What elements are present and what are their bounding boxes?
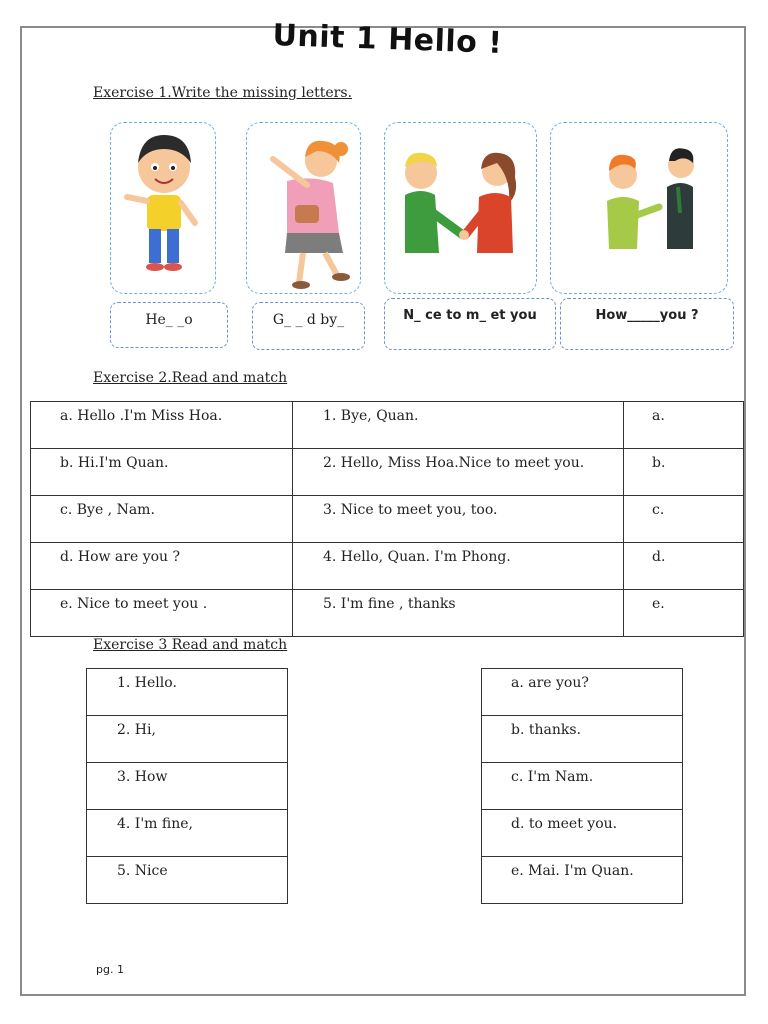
exercise2-table — [30, 401, 744, 637]
list-item: 3. How — [87, 763, 288, 810]
answer-cell: b. — [624, 449, 744, 496]
answer-cell: a. — [624, 402, 744, 449]
left-cell: b. Hi.I'm Quan. — [31, 449, 293, 496]
image-card-men-greeting — [550, 122, 728, 294]
table-row — [31, 590, 744, 637]
answer-cell: e. — [624, 590, 744, 637]
worksheet-title: Unit 1 Hello ! — [272, 17, 503, 62]
exercise1-heading: Exercise 1.Write the missing letters. — [93, 85, 353, 101]
middle-cell: 4. Hello, Quan. I'm Phong. — [293, 543, 624, 590]
boy-waving-illustration — [111, 123, 217, 295]
middle-cell: 2. Hello, Miss Hoa.Nice to meet you. — [293, 449, 624, 496]
left-cell: e. Nice to meet you . — [31, 590, 293, 637]
table-row — [482, 716, 683, 763]
girl-waving-illustration — [247, 123, 362, 295]
image-card-girl — [246, 122, 361, 294]
page-number: pg. 1 — [96, 963, 124, 976]
table-row — [31, 402, 744, 449]
left-cell: d. How are you ? — [31, 543, 293, 590]
answer-cell: c. — [624, 496, 744, 543]
table-row — [482, 810, 683, 857]
table-row — [31, 543, 744, 590]
word-box-1: He_ _o — [110, 302, 228, 348]
table-row — [482, 857, 683, 904]
table-row — [87, 716, 288, 763]
table-row — [87, 857, 288, 904]
table-row — [87, 669, 288, 716]
image-card-handshake — [384, 122, 537, 294]
left-cell: c. Bye , Nam. — [31, 496, 293, 543]
answer-cell: d. — [624, 543, 744, 590]
table-row — [87, 763, 288, 810]
table-row — [482, 763, 683, 810]
word-box-3: N_ ce to m_ et you — [384, 298, 556, 350]
exercise3-right-table — [481, 668, 683, 904]
table-row — [31, 496, 744, 543]
handshake-illustration — [385, 123, 538, 295]
list-item: e. Mai. I'm Quan. — [482, 857, 683, 904]
middle-cell: 5. I'm fine , thanks — [293, 590, 624, 637]
men-greeting-illustration — [551, 123, 729, 295]
exercise3-heading: Exercise 3 Read and match — [93, 637, 288, 653]
left-cell: a. Hello .I'm Miss Hoa. — [31, 402, 293, 449]
exercise3-left-table — [86, 668, 288, 904]
list-item: a. are you? — [482, 669, 683, 716]
image-card-boy — [110, 122, 216, 294]
list-item: b. thanks. — [482, 716, 683, 763]
table-row — [482, 669, 683, 716]
list-item: 5. Nice — [87, 857, 288, 904]
list-item: 4. I'm fine, — [87, 810, 288, 857]
table-row — [31, 449, 744, 496]
word-box-4: How_____you ? — [560, 298, 734, 350]
middle-cell: 1. Bye, Quan. — [293, 402, 624, 449]
list-item: d. to meet you. — [482, 810, 683, 857]
list-item: 2. Hi, — [87, 716, 288, 763]
list-item: 1. Hello. — [87, 669, 288, 716]
table-row — [87, 810, 288, 857]
middle-cell: 3. Nice to meet you, too. — [293, 496, 624, 543]
word-box-2: G_ _ d by_ — [252, 302, 365, 350]
list-item: c. I'm Nam. — [482, 763, 683, 810]
exercise2-heading: Exercise 2.Read and match — [93, 370, 288, 386]
